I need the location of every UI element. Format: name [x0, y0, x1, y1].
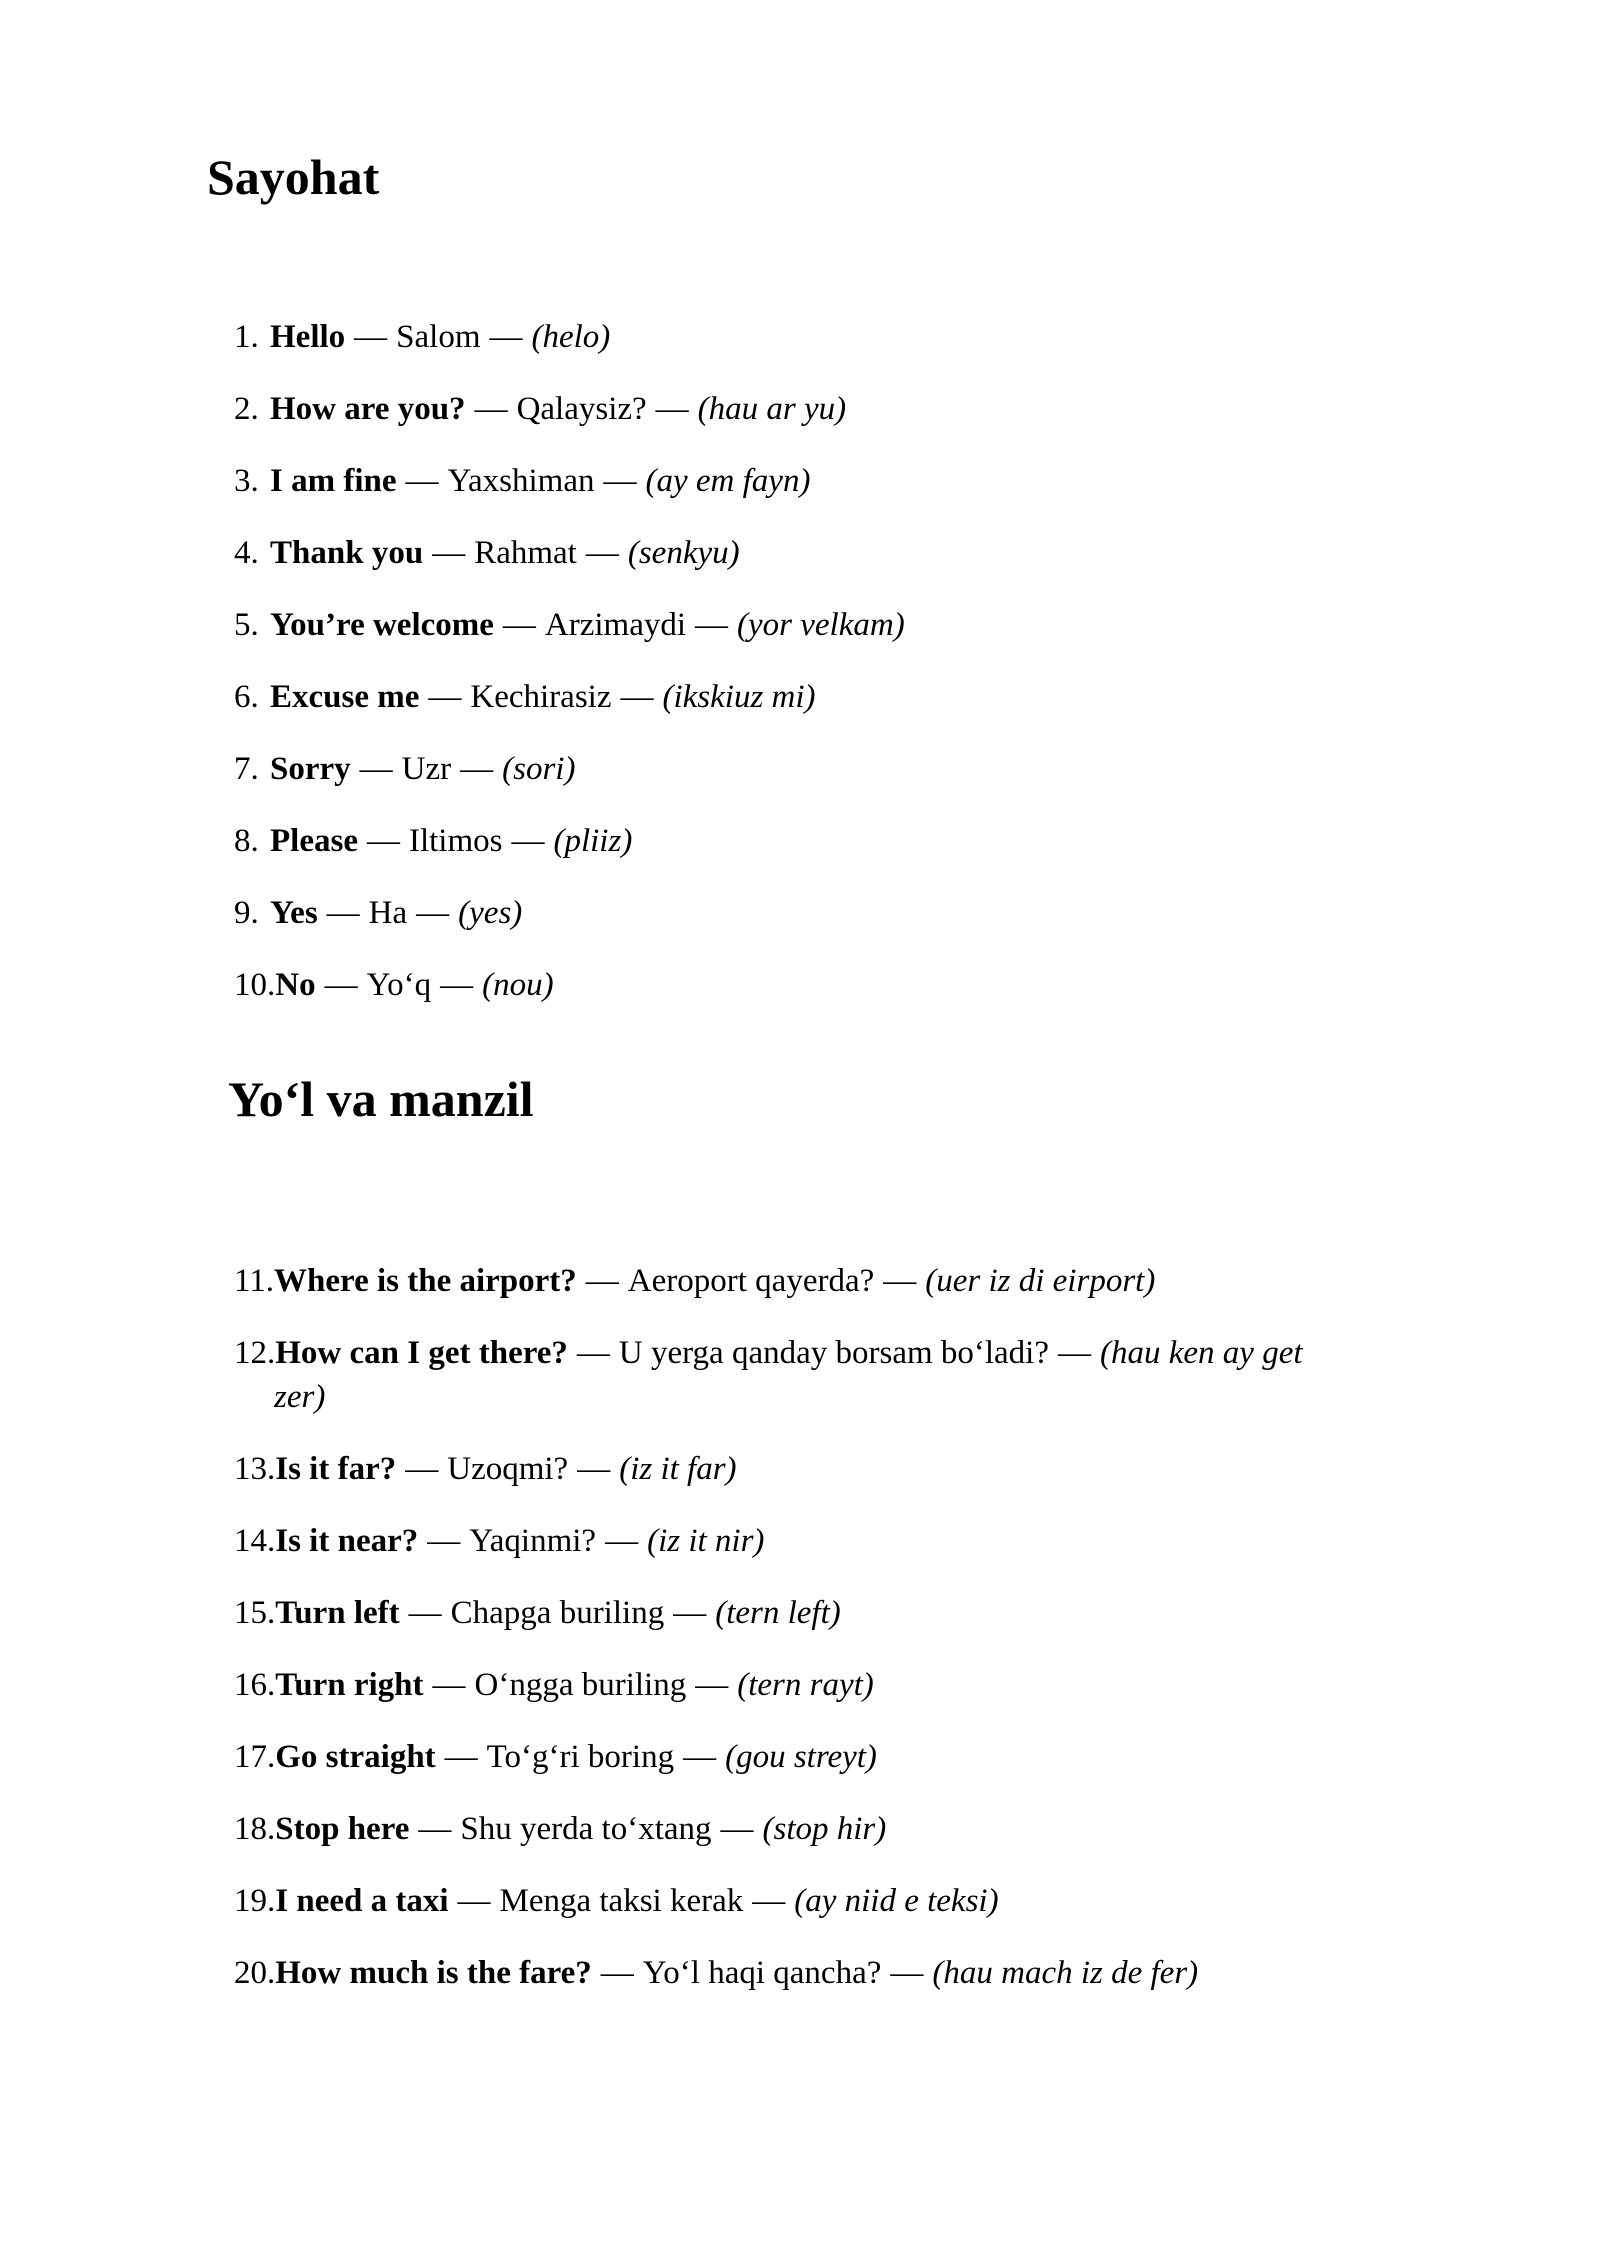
item-number: 4.: [234, 535, 259, 571]
separator-dash: —: [408, 1595, 442, 1631]
item-pronunciation: (stop hir): [762, 1811, 887, 1847]
item-number: 6.: [234, 679, 259, 715]
item-uzbek: Yo‘l haqi qancha?: [642, 1955, 882, 1991]
list-item: [234, 819, 1314, 863]
item-english: How much is the fare?: [275, 1955, 592, 1991]
separator-dash: —: [883, 1263, 917, 1299]
list-item: [234, 1331, 1314, 1419]
item-pronunciation: (tern rayt): [737, 1667, 874, 1703]
list-item: [234, 459, 1314, 503]
separator-dash: —: [683, 1739, 717, 1775]
separator-dash: —: [457, 1883, 491, 1919]
item-english: Sorry: [270, 751, 351, 787]
item-number: 14.: [234, 1523, 276, 1559]
item-pronunciation: (iz it far): [619, 1451, 737, 1487]
section-title-sayohat: Sayohat: [207, 149, 380, 205]
item-number: 19.: [234, 1883, 276, 1919]
item-uzbek: To‘g‘ri boring: [486, 1739, 675, 1775]
list-item: [234, 315, 1314, 359]
item-english: Is it far?: [275, 1451, 397, 1487]
item-english: Go straight: [275, 1739, 436, 1775]
separator-dash: —: [366, 823, 400, 859]
separator-dash: —: [511, 823, 545, 859]
list-item: [234, 1951, 1314, 1995]
item-uzbek: Yaqinmi?: [469, 1523, 597, 1559]
separator-dash: —: [620, 679, 654, 715]
item-pronunciation: (yor velkam): [737, 607, 905, 643]
separator-dash: —: [600, 1955, 634, 1991]
separator-dash: —: [605, 1523, 639, 1559]
item-uzbek: Menga taksi kerak: [499, 1883, 744, 1919]
separator-dash: —: [502, 607, 536, 643]
separator-dash: —: [585, 1263, 619, 1299]
item-english: Turn right: [275, 1667, 424, 1703]
list-item: [234, 891, 1314, 935]
separator-dash: —: [576, 1335, 610, 1371]
item-uzbek: Qalaysiz?: [516, 391, 647, 427]
item-pronunciation: (hau ar yu): [697, 391, 847, 427]
list-item: [234, 1663, 1314, 1707]
item-pronunciation: (tern left): [715, 1595, 841, 1631]
separator-dash: —: [326, 895, 360, 931]
separator-dash: —: [416, 895, 450, 931]
separator-dash: —: [1058, 1335, 1092, 1371]
item-pronunciation: (hau mach iz de fer): [932, 1955, 1199, 1991]
separator-dash: —: [405, 1451, 439, 1487]
item-number: 5.: [234, 607, 259, 643]
list-item: [234, 1591, 1314, 1635]
separator-dash: —: [695, 1667, 729, 1703]
item-pronunciation: (iz it nir): [647, 1523, 765, 1559]
separator-dash: —: [440, 967, 474, 1003]
list-item: [234, 675, 1314, 719]
list-item: [234, 1879, 1314, 1923]
phrase-list-yol-va-manzil: [234, 1259, 1314, 1995]
list-item: [234, 531, 1314, 575]
item-uzbek: Rahmat: [474, 535, 577, 571]
separator-dash: —: [427, 1523, 461, 1559]
item-uzbek: Yaxshiman: [447, 463, 595, 499]
item-number: 13.: [234, 1451, 276, 1487]
separator-dash: —: [405, 463, 439, 499]
item-number: 8.: [234, 823, 259, 859]
list-item: [234, 387, 1314, 431]
item-english: Turn left: [275, 1595, 400, 1631]
item-uzbek: Ha: [368, 895, 408, 931]
separator-dash: —: [432, 1667, 466, 1703]
list-item: [234, 747, 1314, 791]
item-pronunciation: (ay em fayn): [645, 463, 811, 499]
separator-dash: —: [655, 391, 689, 427]
item-english: Yes: [270, 895, 318, 931]
item-uzbek: Yo‘q: [366, 967, 432, 1003]
item-number: 16.: [234, 1667, 276, 1703]
item-pronunciation: (gou streyt): [725, 1739, 877, 1775]
list-item: [234, 1259, 1314, 1303]
separator-dash: —: [359, 751, 393, 787]
item-pronunciation: (senkyu): [627, 535, 740, 571]
separator-dash: —: [603, 463, 637, 499]
item-number: 20.: [234, 1955, 276, 1991]
separator-dash: —: [695, 607, 729, 643]
item-uzbek: Uzr: [401, 751, 452, 787]
item-english: I am fine: [270, 463, 397, 499]
item-number: 1.: [234, 319, 259, 355]
item-number: 7.: [234, 751, 259, 787]
separator-dash: —: [428, 679, 462, 715]
item-english: How can I get there?: [275, 1335, 568, 1371]
item-pronunciation: (nou): [482, 967, 554, 1003]
list-item: [234, 603, 1314, 647]
item-number: 15.: [234, 1595, 276, 1631]
item-uzbek: Aeroport qayerda?: [627, 1263, 875, 1299]
item-uzbek: Salom: [396, 319, 481, 355]
item-number: 10.: [234, 967, 276, 1003]
section-title-yol-va-manzil: Yo‘l va manzil: [228, 1071, 534, 1127]
item-english: Please: [270, 823, 358, 859]
item-pronunciation: (ikskiuz mi): [662, 679, 816, 715]
separator-dash: —: [585, 535, 619, 571]
separator-dash: —: [354, 319, 388, 355]
separator-dash: —: [890, 1955, 924, 1991]
item-english: Where is the airport?: [274, 1263, 577, 1299]
item-english: Is it near?: [275, 1523, 419, 1559]
item-uzbek: Arzimaydi: [544, 607, 687, 643]
item-uzbek: Shu yerda to‘xtang: [460, 1811, 712, 1847]
item-pronunciation: (yes): [458, 895, 523, 931]
item-pronunciation: (hau ken ay get zer): [274, 1335, 1303, 1415]
separator-dash: —: [460, 751, 494, 787]
separator-dash: —: [720, 1811, 754, 1847]
separator-dash: —: [577, 1451, 611, 1487]
item-pronunciation: (uer iz di eirport): [925, 1263, 1156, 1299]
item-english: Stop here: [275, 1811, 410, 1847]
item-number: 3.: [234, 463, 259, 499]
item-pronunciation: (ay niid e teksi): [794, 1883, 999, 1919]
item-uzbek: Iltimos: [408, 823, 503, 859]
item-pronunciation: (helo): [531, 319, 611, 355]
item-number: 18.: [234, 1811, 276, 1847]
item-english: You’re welcome: [270, 607, 494, 643]
item-english: Thank you: [270, 535, 424, 571]
list-item: [234, 1807, 1314, 1851]
item-uzbek: Uzoqmi?: [447, 1451, 569, 1487]
item-english: I need a taxi: [275, 1883, 449, 1919]
item-english: Excuse me: [270, 679, 420, 715]
separator-dash: —: [418, 1811, 452, 1847]
item-english: How are you?: [270, 391, 466, 427]
separator-dash: —: [324, 967, 358, 1003]
separator-dash: —: [432, 535, 466, 571]
item-uzbek: Chapga buriling: [450, 1595, 665, 1631]
item-number: 12.: [234, 1335, 276, 1371]
item-pronunciation: (sori): [502, 751, 576, 787]
item-number: 11.: [234, 1263, 275, 1299]
separator-dash: —: [673, 1595, 707, 1631]
separator-dash: —: [489, 319, 523, 355]
item-english: Hello: [270, 319, 346, 355]
item-number: 2.: [234, 391, 259, 427]
item-uzbek: O‘ngga buriling: [474, 1667, 687, 1703]
list-item: [234, 1735, 1314, 1779]
item-number: 17.: [234, 1739, 276, 1775]
item-uzbek: Kechirasiz: [470, 679, 612, 715]
list-item: [234, 1519, 1314, 1563]
item-pronunciation: (pliiz): [553, 823, 633, 859]
phrase-list-sayohat: [234, 315, 1314, 1007]
separator-dash: —: [752, 1883, 786, 1919]
list-item: [234, 1447, 1314, 1491]
separator-dash: —: [474, 391, 508, 427]
item-english: No: [275, 967, 316, 1003]
item-number: 9.: [234, 895, 259, 931]
item-uzbek: U yerga qanday borsam bo‘ladi?: [618, 1335, 1050, 1371]
separator-dash: —: [444, 1739, 478, 1775]
list-item: [234, 963, 1314, 1007]
